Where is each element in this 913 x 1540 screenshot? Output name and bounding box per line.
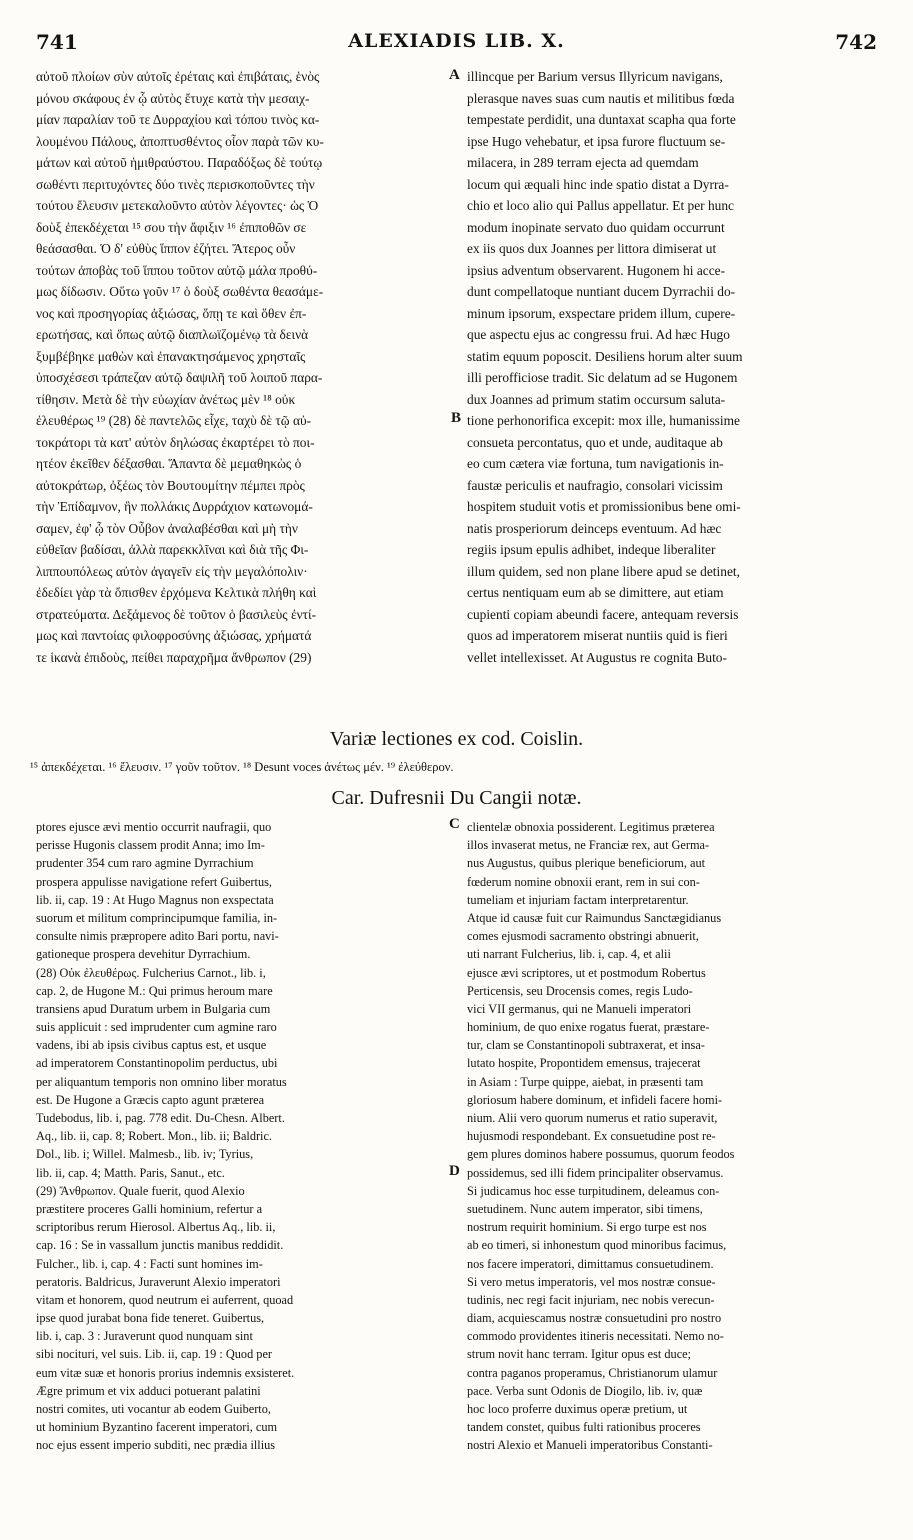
latin-text-line: faustæ periculis et naufragio, consolari vicissim [467,477,723,493]
greek-text-line: σαμεν, ἐφ' ᾧ τὸν Οὖβον ἀναλαβέσθαι καὶ μὴ τὴν [36,520,298,536]
latin-text-line: illincque per Barium versus Illyricum navigans, [467,69,723,84]
greek-text-line: τούτου ἔλευσιν μετεκαλοῦντο αὐτὸν λέγοντες· ὡς Ὁ [36,198,319,213]
note-line: nos facere imperatori, dimittamus consuetudinem. [467,1256,714,1271]
variae-lectiones-heading: Variæ lectiones ex cod. Coislin. [329,728,584,750]
note-line: hoc loco proferre duximus operæ pretium, ut [467,1402,688,1416]
latin-text-line: certus nentiquam eum ab se dimittere, aut etiam [467,585,724,600]
note-line: (29) Ἄνθρωπον. Quale fuerit, quod Alexio [36,1183,245,1198]
note-line: possidemus, sed illi fidem principaliter observamus. [467,1165,724,1180]
latin-text-column [467,66,879,668]
latin-text-line: ex iis quos dux Joannes per littora dimiserat ut [467,241,717,256]
note-line: est. De Hugone a Græcis capto agunt præterea [36,1092,265,1107]
latin-text-line: vellet intellexisset. At Augustus re cognita Buto- [467,649,727,665]
note-line: vitam et honorem, quod neutrum ei auferrent, quoad [36,1292,294,1307]
note-line: suis applicuit : sed imprudenter cum agmine raro [36,1020,277,1035]
note-line: suorum et militum comprincipumque familia, in- [36,910,278,925]
greek-text-line: μόνου σκάφους ἐν ᾧ αὐτὸς ἔτυχε κατὰ τὴν μεσαιχ- [36,90,310,106]
latin-text-line: chio et loco alio qui Pallus appellatur. Et per hunc [467,198,735,213]
note-line: peratoris. Baldricus, Juraverunt Alexio imperatori [36,1274,281,1289]
note-line: præstitere proceres Galli hominium, refertur a [36,1201,263,1216]
greek-text-line: λιππουπόλεως αὐτὸν ἀγαγεῖν εἰς τὴν μεγαλόπολιν· [36,563,308,579]
latin-text-line: dunt compellatoque nuntiant ducem Dyrrachii do- [467,284,736,299]
note-line: lib. ii, cap. 19 : At Hugo Magnus non exspectata [36,892,274,907]
greek-text-line: τίθησιν. Μετὰ δὲ τὴν εὐωχίαν ἀνέτως μὲν ¹⁸ οὐκ [36,391,296,407]
greek-text-line: τε ἱκανὰ ἐπιδοὺς, πείθει παραχρῆμα ἄνθρωπον (29) [36,649,312,665]
note-line: (28) Οὐκ ἐλευθέρως. Fulcherius Carnot., lib. i, [36,965,266,980]
note-line: tandem constet, quibus fulti rationibus proceres [467,1420,701,1435]
latin-text-line: ipsius adventum observarent. Hugonem hi acce- [467,262,726,278]
margin-marker-b: B [451,410,462,426]
greek-text-line: τοκράτορι τὰ κατ' αὐτὸν δηλώσας ἐκαρτέρει τὸ ποι- [36,434,315,450]
note-line: clientelæ obnoxia possiderent. Legitimus præterea [467,820,715,834]
note-line: lutato hospite, Propontidem emensus, trajecerat [467,1056,701,1071]
greek-text-line: μως δίδωσιν. Οὕτω γοῦν ¹⁷ ὁ δοὺξ σωθέντα θεασάμε- [36,284,324,299]
note-line: lib. ii, cap. 4; Matth. Paris, Sanut., etc. [36,1165,225,1180]
note-line: prudenter 354 cum raro agmine Dyrrachium [36,856,254,871]
note-line: Perticensis, seu Drocensis comes, regis Ludo- [467,983,693,998]
note-line: uti narrant Fulcherius, lib. i, cap. 4, et alii [467,947,671,962]
latin-text-line: cupienti copiam abeundi facere, antequam reversis [467,606,739,622]
note-line: tumeliam et injuriam factam interpretarentur. [467,892,689,907]
note-line: suetudinem. Nunc autem imperator, sibi timens, [467,1201,703,1216]
greek-text-line: μάτων καὶ αὐτοῦ ἡμιθραύστου. Παραδόξως δὲ τούτῳ [36,155,323,170]
greek-text-line: τούτων ἀποβὰς τοῦ ἵππου τοῦτον αὐτῷ μάλα προθύ- [36,262,318,278]
note-line: noc ejus essent imperio subditi, nec prædia illius [36,1438,276,1453]
latin-text-line: tione perhonorifica excepit: mox ille, humanissime [467,413,740,428]
note-line: Fulcher., lib. i, cap. 4 : Facti sunt homines im- [36,1256,263,1271]
greek-text-line: αὐτοῦ πλοίων σὺν αὐτοῖς ἐρέταις καὶ ἐπιβάταις, ἑνὸς [36,69,320,84]
latin-text-line: natis prosperiorum deinceps eventuum. Ad hæc [467,520,722,536]
latin-text-line: statim equum poposcit. Desiliens horum alter suum [467,348,743,364]
note-line: Dol., lib. i; Willel. Malmesb., lib. iv; Tyrius, [36,1147,254,1162]
latin-text-line: que aspectu ejus ac congressu frui. Ad hæc Hugo [467,327,730,342]
latin-text-line: illum quidem, sed non plane libere apud se detinet, [467,563,740,579]
note-line: nus Augustus, quibus plerique beneficiorum, aut [467,856,706,871]
notes-heading: Car. Dufresnii Du Cangii notæ. [331,787,582,809]
note-line: gationeque prospera devehitur Dyrrachium. [36,947,251,962]
note-line: prospera appulisse navigatione refert Guibertus, [36,874,272,889]
latin-text-line: tempestate perdidit, una duntaxat scapha qua forte [467,112,736,127]
notes-left-column [36,818,448,1455]
page-number-left: 741 [36,30,78,54]
greek-text-line: δοὺξ ἐπεκδέχεται ¹⁵ σου τὴν ἄφιξιν ¹⁶ ἐπιποθῶν σε [36,219,307,235]
note-line: cap. 16 : Se in vassallum junctis manibus reddidit. [36,1238,284,1253]
note-line: vadens, ibi ab ipsis civibus captus est, et usque [36,1038,267,1053]
note-line: Aq., lib. ii, cap. 8; Robert. Mon., lib. ii; Baldric. [36,1129,273,1144]
latin-text-line: regiis ipsum epulis adhibet, indeque liberaliter [467,542,716,557]
greek-text-line: εὐθεῖαν βαδίσαι, ἀλλὰ παρεκκλῖναι καὶ διὰ τῆς Φι- [36,542,309,557]
note-line: diam, acquiescamus nostræ consuetudini pro nostro [467,1311,722,1326]
greek-text-line: μίαν παραλίαν τοῦ τε Δυρραχίου καὶ τόπου τινὸς κα- [36,112,320,127]
note-line: tudinis, nec regi facit injuriam, nec nobis verecun- [467,1292,715,1307]
greek-text-line: στρατεύματα. Δεξάμενος δὲ τοῦτον ὁ βασιλεὺς ἐντί- [36,606,317,622]
latin-text-line: ipse Hugo vehebatur, et ipsa furore fluctuum se- [467,133,726,149]
note-line: pace. Verba sunt Odonis de Diogilo, lib. iv, quæ [467,1383,703,1398]
note-line: hujusmodi respondebant. Ex consuetudine post re- [467,1129,716,1144]
note-line: gloriosum habere dominum, et infideli facere homi- [467,1092,723,1107]
greek-text-line: αὐτοκράτωρ, ὀξέως τὸν Βουτουμίτην πέμπει πρὸς [36,477,305,493]
note-line: lib. i, cap. 3 : Juraverunt quod nunquam sint [36,1329,253,1344]
latin-text-line: minum ipsorum, exspectare pridem illum, cupere- [467,305,736,321]
latin-text-line: consueta percontatus, quo et unde, auditaque ab [467,434,723,450]
note-line: Atque id causæ fuit cur Raimundus Sanctægidianus [467,910,722,925]
note-line: commodo providentes itineris necessitati. Nemo no- [467,1329,724,1344]
note-line: Tudebodus, lib. i, pag. 778 edit. Du-Chesn. Albert. [36,1111,285,1125]
note-line: eum vitæ suæ et honoris prorius indemnis exsisteret. [36,1365,295,1380]
note-line: tur, clam se Constantinopoli subtraxerat, et insa- [467,1038,705,1053]
note-line: nostri comites, uti vocantur ab eodem Guiberto, [36,1402,271,1416]
greek-text-line: ἐδεδίει γὰρ τὰ ὄπισθεν ἐρχόμενα Κελτικὰ πλήθη καὶ [36,585,317,600]
note-line: in Asiam : Turpe quippe, aiebat, in præsenti tam [467,1074,704,1089]
margin-marker-a: A [449,67,460,83]
greek-text-line: ερωτήσας, καὶ ὅπως αὐτῷ διαπλωϊζομένῳ τὰ δεινὰ [36,327,309,342]
greek-text-line: νος καὶ προσηγορίας ἀξιώσας, ὅπῃ τε καὶ ὅθεν ἐπ- [36,305,307,321]
note-line: ab eo timeri, si inhonestum quod minoribus facimus, [467,1238,727,1253]
page-number-right: 742 [835,30,877,54]
greek-text-column [36,66,448,668]
note-line: nostri Alexio et Manueli imperatoribus Constanti- [467,1438,713,1453]
greek-text-line: ἐλευθέρως ¹⁹ (28) δὲ παντελῶς εἶχε, ταχὺ δὲ τῷ αὐ- [36,413,312,428]
note-line: illos invaserat metus, ne Franciæ rex, aut Germa- [467,838,710,853]
note-line: Si vero metus imperatoris, vel mos nostræ consue- [467,1274,716,1289]
greek-text-line: θεάσασθαι. Ὁ δ' εὐθὺς ἵππον ἐζήτει. Ἅτερος οὖν [36,241,296,256]
note-line: nostrum requirit hominium. Si ergo turpe est nos [467,1220,707,1235]
latin-text-line: quos ad imperatorem miserat nuntiis quid is fieri [467,628,728,643]
note-line: Si judicamus hoc esse turpitudinem, deleamus con- [467,1183,720,1198]
latin-text-line: hospitem studuit votis et promissionibus bene omi- [467,499,741,514]
note-line: comes ejusmodi sacramento obstringi abnuerit, [467,929,699,944]
latin-text-line: plerasque naves suas cum nautis et militibus fœda [467,90,735,106]
note-line: ad imperatorem Constantinopolim perductus, ubi [36,1056,278,1071]
latin-text-line: locum qui æquali hinc inde spatio distat a Dyrra- [467,176,729,192]
note-line: transiens apud Duratum urbem in Bulgaria cum [36,1001,271,1016]
latin-text-line: modum inopinate servato duo quidam occurrunt [467,219,725,235]
variae-lectiones: ¹⁵ ἀπεκδέχεται. ¹⁶ ἔλευσιν. ¹⁷ γοῦν τοῦτον. ¹⁸ Desunt voces ἀνέτως μέν. ¹⁹ ἐλεύθερον. [30,760,454,774]
note-line: ptores ejusce ævi mentio occurrit naufragii, quo [36,820,272,834]
note-line: contra paganos properamus, Christianorum ulamur [467,1365,718,1380]
note-line: ipse quod jurabat bona fide teneret. Guibertus, [36,1311,265,1326]
greek-text-line: ξυμβέβηκε μαθὼν καὶ ἐπανακτησάμενος χρησταῖς [36,348,306,364]
margin-marker-d: D [449,1163,460,1179]
greek-text-line: λουμένου Πάλους, ἀποπτυσθέντος οἷον παρὰ τῶν κυ- [36,133,324,149]
margin-marker-c: C [449,816,460,832]
greek-text-line: ητέον ἐκεῖθεν δέξασθαι. Ἅπαντα δὲ μεμαθηκὼς ὁ [36,456,302,471]
note-line: sibi nocituri, vel suis. Lib. ii, cap. 19 : Quod per [36,1347,273,1362]
note-line: fœderum nomine obnoxii erant, rem in sui con- [467,874,700,889]
latin-text-line: dux Joannes ad primum statim occursum saluta- [467,391,726,407]
greek-text-line: μως καὶ παντοίας φιλοφροσύνης ἀξιώσας, χρήματά [36,628,312,643]
greek-text-line: ὑποσχέσεσι τράπεζαν αὐτῷ δαψιλῆ τοῦ λοιποῦ παρα- [36,370,323,385]
note-line: consulte nimis præpropere adito Bari portu, navi- [36,929,279,944]
note-line: hominium, de quo enixe rogatus fuerat, præstare- [467,1020,710,1035]
note-line: vici VII germanus, qui ne Manueli imperatori [467,1001,692,1016]
note-line: per aliquantum temporis non omnino liber moratus [36,1074,287,1089]
note-line: perisse Hugonis classem prodit Anna; imo Im- [36,838,265,853]
running-head: ALEXIADIS LIB. X. [348,30,565,52]
latin-text-line: eo cum cætera viæ fortuna, tum navigationis in- [467,456,724,471]
note-line: cap. 2, de Hugone M.: Qui primus heroum mare [36,983,273,998]
greek-text-line: σωθέντι περιτυχόντες δύο τινὲς περισκοποῦντες τὴν [36,176,315,192]
note-line: nium. Alii vero quorum numerus et ratio superavit, [467,1111,718,1125]
note-line: ut hominium Byzantino facerent imperatori, cum [36,1420,278,1435]
note-line: gem plures dominos habere possumus, quorum feodos [467,1147,735,1162]
note-line: scriptoribus rerum Hierosol. Albertus Aq., lib. ii, [36,1220,276,1235]
page-header [36,30,877,60]
latin-text-line: illi perofficiose tradit. Sic delatum ad se Hugonem [467,370,738,385]
greek-text-line: τὴν Ἐπίδαμνον, ἣν πολλάκις Δυρράχιον κατωνομά- [36,499,313,514]
latin-text-line: milacera, in 289 terram ejecta ad quemdam [467,155,699,170]
note-line: ejusce ævi scriptores, ut et postmodum Robertus [467,965,706,980]
note-line: Ægre primum et vix adduci potuerant palatini [36,1383,261,1398]
note-line: strum novit hanc terram. Igitur opus est duce; [467,1347,692,1362]
notes-right-column [467,818,879,1455]
